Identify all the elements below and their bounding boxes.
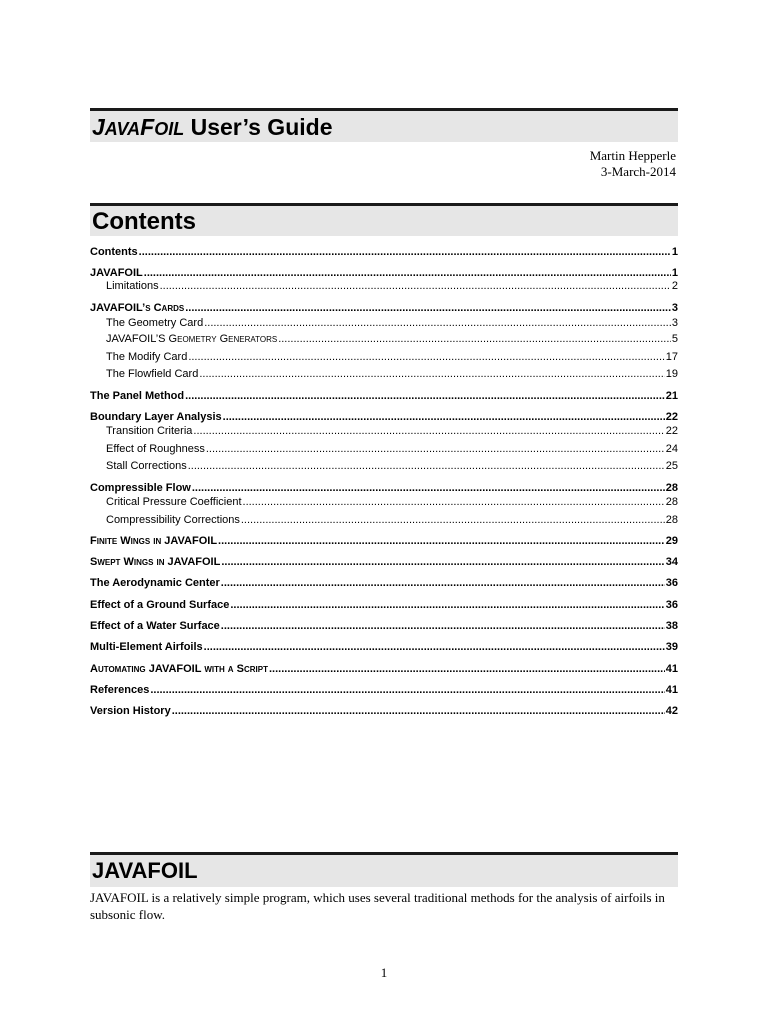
toc-entry[interactable]: [90, 681, 678, 697]
toc-leader-dots: [193, 425, 664, 438]
toc-leader-dots: [204, 641, 665, 654]
toc-entry-page: 1: [671, 246, 678, 258]
toc-entry-title: Swept Wings in JAVAFOIL: [90, 556, 221, 568]
toc-entry[interactable]: [90, 553, 678, 569]
toc-entry[interactable]: [90, 314, 678, 330]
title-ava: AVA: [104, 119, 141, 139]
toc-entry[interactable]: [90, 660, 678, 676]
toc-entry-page: 21: [665, 390, 678, 402]
toc-entry[interactable]: [90, 365, 678, 381]
toc-entry-page: 17: [665, 351, 678, 363]
toc-leader-dots: [230, 599, 664, 612]
toc-entry-page: 28: [665, 482, 678, 494]
toc-entry-page: 5: [671, 333, 678, 345]
toc-entry-page: 3: [671, 302, 678, 314]
toc-leader-dots: [221, 556, 664, 569]
toc-leader-dots: [221, 577, 665, 590]
toc-leader-dots: [278, 333, 671, 346]
toc-entry-title: The Flowfield Card: [106, 368, 199, 380]
toc-entry[interactable]: [90, 617, 678, 633]
toc-entry-page: 25: [665, 460, 678, 472]
toc-leader-dots: [199, 368, 664, 381]
toc-entry[interactable]: [90, 440, 678, 456]
toc-entry-page: 39: [665, 641, 678, 653]
toc-leader-dots: [206, 443, 665, 456]
toc-entry-page: 42: [665, 705, 678, 717]
author-date: 3-March-2014: [600, 164, 676, 179]
toc-entry-page: 28: [665, 514, 678, 526]
toc-entry[interactable]: [90, 493, 678, 509]
title-oil: OIL: [154, 119, 185, 139]
author-block: [590, 148, 676, 180]
toc-entry[interactable]: [90, 299, 678, 315]
toc-entry[interactable]: [90, 330, 678, 346]
toc-entry-page: 36: [665, 577, 678, 589]
toc-entry-title: Transition Criteria: [106, 425, 193, 437]
toc-entry-page: 38: [665, 620, 678, 632]
toc-leader-dots: [269, 663, 665, 676]
toc-entry-title: The Panel Method: [90, 390, 185, 402]
toc-entry[interactable]: [90, 422, 678, 438]
toc-leader-dots: [218, 535, 665, 548]
toc-entry-title: Effect of Roughness: [106, 443, 205, 455]
toc-leader-dots: [160, 280, 671, 293]
toc-entry-page: 2: [671, 280, 678, 292]
toc-entry[interactable]: [90, 243, 678, 259]
toc-entry-title: JAVAFOIL’S Geometry Generators: [106, 333, 278, 345]
title-rest: User’s Guide: [184, 114, 333, 140]
toc-entry-title: Automating JAVAFOIL with a Script: [90, 663, 268, 675]
toc-entry-title: Stall Corrections: [106, 460, 187, 472]
page-number: 1: [380, 965, 388, 980]
contents-heading: Contents: [92, 208, 196, 235]
toc-entry[interactable]: [90, 387, 678, 403]
toc-leader-dots: [221, 620, 665, 633]
section-heading-bar: [90, 852, 678, 887]
toc-leader-dots: [139, 246, 671, 259]
toc-entry-title: References: [90, 684, 150, 696]
section-body-text: JAVAFOIL is a relatively simple program, which uses several traditional methods for the analysis of airfoils in subsonic flow.: [90, 890, 665, 922]
toc-entry-title: Compressible Flow: [90, 482, 191, 494]
toc-entry-title: Compressibility Corrections: [106, 514, 240, 526]
toc-entry-title: Effect of a Water Surface: [90, 620, 220, 632]
toc-entry[interactable]: [90, 277, 678, 293]
toc-entry-page: 19: [665, 368, 678, 380]
section-heading: JAVAFOIL: [92, 858, 198, 883]
toc-entry-page: 36: [665, 599, 678, 611]
toc-leader-dots: [150, 684, 664, 697]
toc-entry-title: Finite Wings in JAVAFOIL: [90, 535, 218, 547]
toc-leader-dots: [172, 705, 665, 718]
toc-leader-dots: [188, 351, 664, 364]
toc-leader-dots: [241, 514, 665, 527]
toc-entry[interactable]: [90, 596, 678, 612]
toc-leader-dots: [185, 390, 665, 403]
title-j: J: [92, 114, 105, 140]
document-title-bar: [90, 108, 678, 142]
toc-entry-title: JAVAFOIL’s Cards: [90, 302, 185, 314]
toc-entry-title: Contents: [90, 246, 138, 258]
toc-entry[interactable]: [90, 457, 678, 473]
title-f: F: [140, 114, 155, 140]
toc-entry-page: 24: [665, 443, 678, 455]
toc-entry-title: Multi-Element Airfoils: [90, 641, 203, 653]
toc-entry-title: Limitations: [106, 280, 159, 292]
toc-entry-page: 41: [665, 684, 678, 696]
toc-entry-title: Effect of a Ground Surface: [90, 599, 230, 611]
toc-entry-page: 29: [665, 535, 678, 547]
toc-entry[interactable]: [90, 348, 678, 364]
toc-entry[interactable]: [90, 638, 678, 654]
toc-entry-title: Version History: [90, 705, 171, 717]
toc-entry-page: 22: [665, 411, 678, 423]
contents-heading-bar: [90, 203, 678, 236]
toc-entry-title: The Aerodynamic Center: [90, 577, 220, 589]
toc-entry-title: The Geometry Card: [106, 317, 204, 329]
toc-entry-page: 22: [665, 425, 678, 437]
toc-entry-title: JAVAFOIL: [90, 267, 143, 279]
toc-entry-title: The Modify Card: [106, 351, 188, 363]
author-name: Martin Hepperle: [589, 148, 676, 163]
toc-entry[interactable]: [90, 511, 678, 527]
toc-entry[interactable]: [90, 574, 678, 590]
toc-entry-page: 3: [671, 317, 678, 329]
toc-entry-page: 1: [671, 267, 678, 279]
toc-entry-page: 34: [665, 556, 678, 568]
toc-entry[interactable]: [90, 702, 678, 718]
toc-entry-page: 41: [665, 663, 678, 675]
toc-leader-dots: [204, 317, 671, 330]
toc-entry-title: Critical Pressure Coefficient: [106, 496, 242, 508]
toc-leader-dots: [243, 496, 665, 509]
toc-leader-dots: [188, 460, 665, 473]
toc-entry[interactable]: [90, 532, 678, 548]
toc-entry-page: 28: [665, 496, 678, 508]
document-title: [92, 114, 332, 141]
toc-entry-title: Boundary Layer Analysis: [90, 411, 222, 423]
